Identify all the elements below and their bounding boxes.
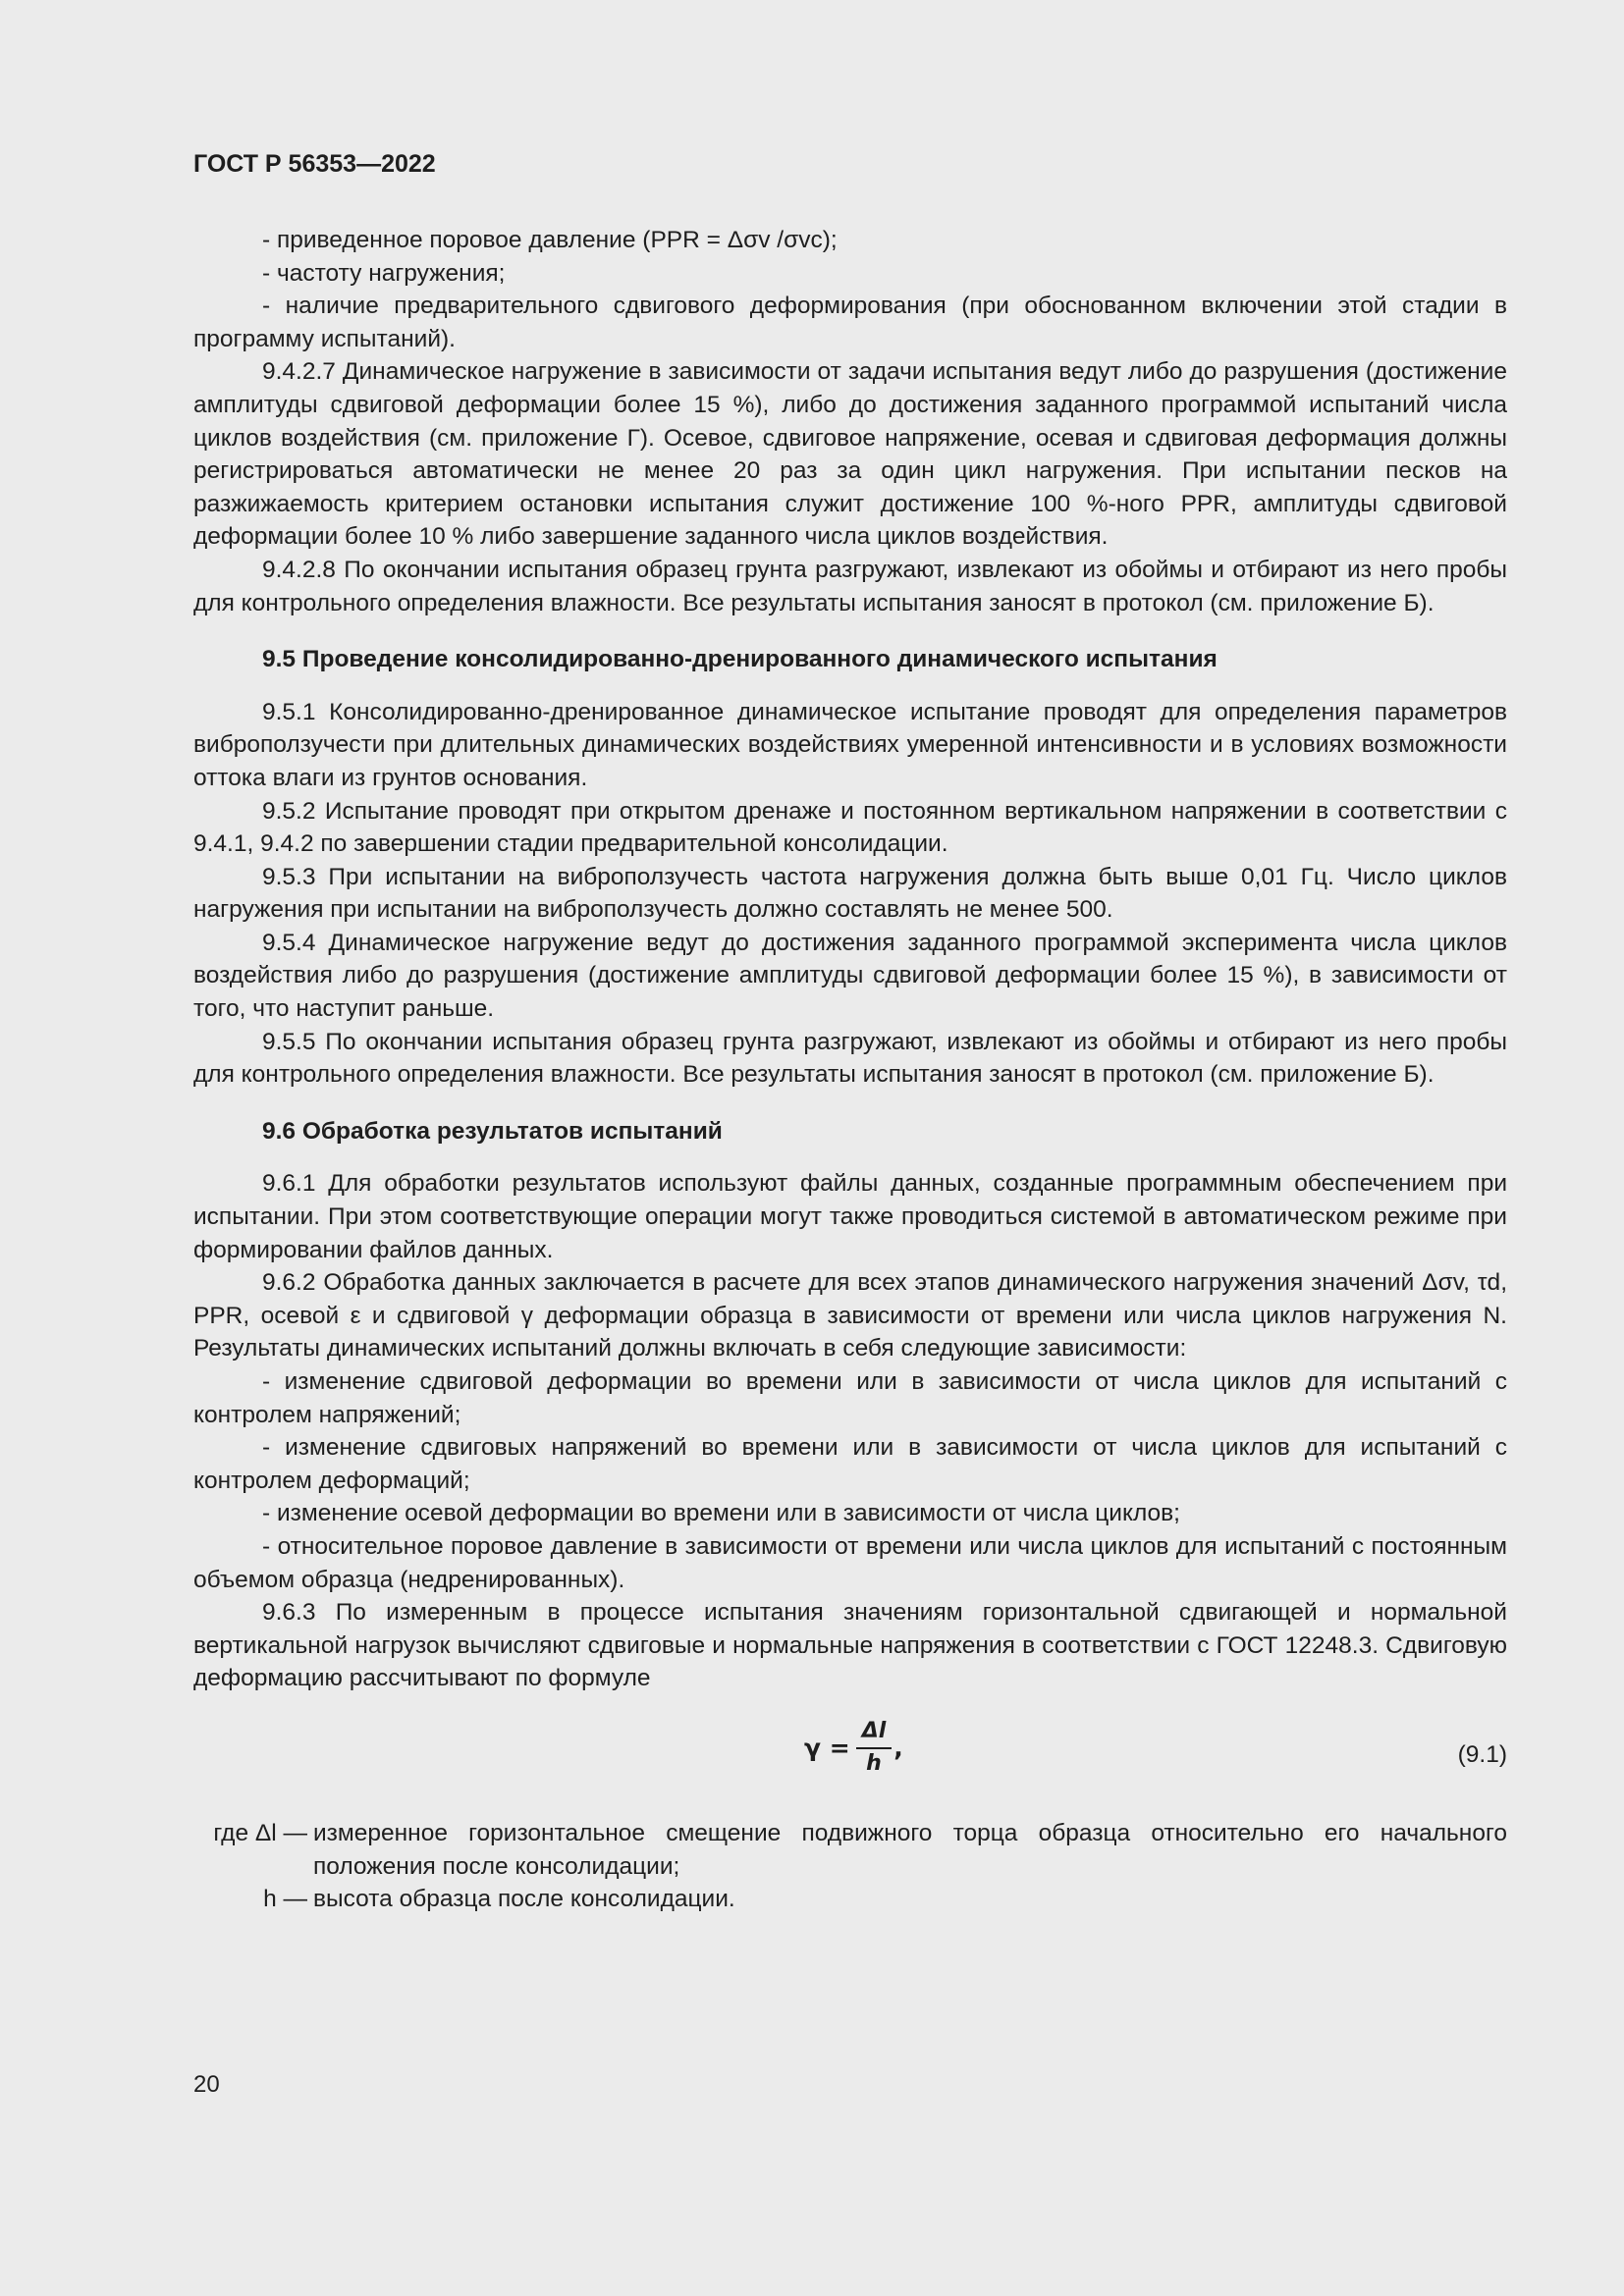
para-9-5-3: 9.5.3 При испытании на виброползучесть частота нагружения должна быть выше 0,01 Гц. Число циклов нагружения при испытании на виброползучесть должно составлять не менее 500. [193,863,1507,924]
para-9-5-2: 9.5.2 Испытание проводят при открытом дренаже и постоянном вертикальном напряжении в соответствии с 9.4.1, 9.4.2 по завершении стадии предварительной консолидации. [193,797,1507,858]
para-9-5-5: 9.5.5 По окончании испытания образец грунта разгружают, извлекают из обоймы и отбирают из него пробы для контрольного определения влажности. Все результаты испытания заносят в протокол (см. приложение Б). [193,1028,1507,1089]
where-desc-h: высота образца после консолидации. [313,1886,735,1913]
formula-trail: , [893,1733,903,1762]
where-desc-dl: измеренное горизонтальное смещение подвижного торца образца относительно его начального положения после консолидации; [313,1819,1507,1880]
formula-expression [804,1719,903,1777]
where-list [193,1817,1507,1916]
list-item-shear-strain: - изменение сдвиговой деформации во времени или в зависимости от числа циклов для испытаний с контролем напряжений; [193,1368,1507,1428]
heading-9-6: 9.6 Обработка результатов испытаний [262,1117,723,1145]
para-9-6-3: 9.6.3 По измеренным в процессе испытания значениям горизонтальной сдвигающей и нормальной вертикальной нагрузок вычисляют сдвиговые и нормальные напряжения в соответствии с ГОСТ 12248.3. Сдвиговую деформацию рассчитывают по формуле [193,1599,1507,1692]
para-9-6-2: 9.6.2 Обработка данных заключается в расчете для всех этапов динамического нагружения значений Δσv, τd, PPR, осевой ε и сдвиговой γ деформации образца в зависимости от времени или числа циклов нагружения N. Результаты динамических испытаний должны включать в себя следующие зависимости: [193,1269,1507,1362]
list-item-shear-stress: - изменение сдвиговых напряжений во времени или в зависимости от числа циклов для испытаний с контролем деформаций; [193,1434,1507,1494]
formula-numerator: Δl [856,1719,893,1749]
page-number: 20 [193,2071,220,2098]
formula-denominator: h [866,1750,882,1776]
document-header: ГОСТ Р 56353—2022 [193,150,436,178]
formula-lhs: γ = [804,1733,850,1762]
where-symbol-dl: где Δl — [213,1819,307,1846]
list-item-axial-strain: - изменение осевой деформации во времени или в зависимости от числа циклов; [262,1500,1180,1527]
list-item-pore-pressure: - относительное поровое давление в зависимости от времени или числа циклов для испытаний с постоянным объемом образца (недренированных). [193,1532,1507,1593]
bullet-ppr: - приведенное поровое давление (PPR = Δσv /σvc); [262,227,838,253]
page-body [193,147,1507,1916]
bullet-preshear: - наличие предварительного сдвигового деформирования (при обоснованном включении этой стадии в программу испытаний). [193,293,1507,352]
heading-9-5: 9.5 Проведение консолидированно-дренированного динамического испытания [262,646,1218,673]
formula-fraction [856,1719,893,1777]
where-symbol-h: h — [263,1886,307,1913]
para-9-4-2-8: 9.4.2.8 По окончании испытания образец грунта разгружают, извлекают из обоймы и отбирают из него пробы для контрольного определения влажности. Все результаты испытания заносят в протокол (см. приложение Б). [193,556,1507,616]
bullet-frequency: - частоту нагружения; [262,259,506,287]
formula-number: (9.1) [1457,1740,1507,1768]
para-9-4-2-7: 9.4.2.7 Динамическое нагружение в зависимости от задачи испытания ведут либо до разрушения (достижение амплитуды сдвиговой деформации более 15 %), либо до достижения заданного программой испытаний числа циклов воздействия (см. приложение Г). Осевое, сдвиговое напряжение, осевая и сдвиговая деформация должны регистрироваться автоматически не менее 20 раз за один цикл нагружения. При испытании песков на разжижаемость критерием остановки испытания служит достижение 100 %-ного PPR, амплитуды сдвиговой деформации более 10 % либо завершение заданного числа циклов воздействия. [193,358,1507,551]
para-9-5-4: 9.5.4 Динамическое нагружение ведут до достижения заданного программой эксперимента числа циклов воздействия либо до разрушения (достижение амплитуды сдвиговой деформации более 15 %), в зависимости от того, что наступит раньше. [193,929,1507,1023]
para-9-6-1: 9.6.1 Для обработки результатов используют файлы данных, созданные программным обеспечением при испытании. При этом соответствующие операции могут также проводиться системой в автоматическом режиме при формировании файлов данных. [193,1170,1507,1263]
formula-9-1 [193,1715,1507,1799]
para-9-5-1: 9.5.1 Консолидированно-дренированное динамическое испытание проводят для определения параметров виброползучести при длительных динамических воздействиях умеренной интенсивности и в условиях возможности оттока влаги из грунтов основания. [193,698,1507,791]
